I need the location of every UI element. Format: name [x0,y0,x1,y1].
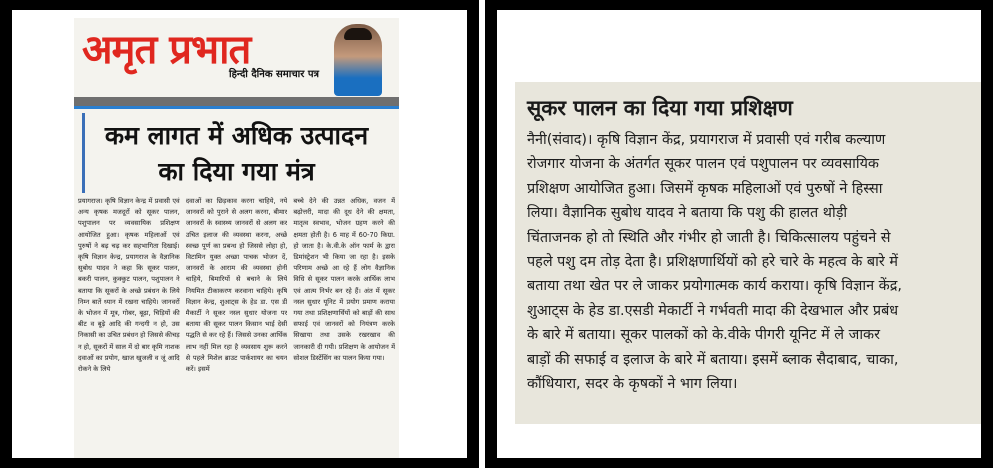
article-body [527,128,975,396]
article-column: दवाओं का छिड़काव करना चाहिये, नये जानवरों को पुराने से अलग करना, बीमार जानवरों के स्वास्थ्य जानवरों से अलग कर उचित इलाज की व्यवस्था करना, अच्छे स्वच्छ पूर्ण का प्रबन्ध हो जिससे लोहा हो, विटामिन युक्त अच्छा पाचक भोजन दें, जानवरों के आराम की व्यवस्था होनी चाहिये, बिमारियों से बचाने के लिये नियमित टीकाकरण करवाना चाहिये। कृषि विज्ञान केन्द्र, शुआट्स के हेड डा. एस डी मैकार्टी ने सूकर नस्ल सुधार योजना पर बताया की सूकर पालन किसान भाई देसी पद्धति से कर रहे हैं। जिससे उनका आर्थिक लाभ नहीं मिल रहा है व्यवसाय शुरू करने से पहले मिशेल ब्राउट पार्कशायर का चयन करें। इसमें [185,197,288,374]
article-column: बच्चे देने की उन्नत अधिक, वजन में बढ़ोत्तरी, मादा की दूध देने की क्षमता, मातृत्व स्वभाव, भोजन ग्रहण करने की क्षमता होती है। 6 माह में 60-70 किग्रा. हो जाता है। के.वी.के ऑन फार्म के द्वारा डिमांस्ट्रेशन भी किया जा रहा है। इसके परिणाम अच्छे आ रहे हैं लोग वैज्ञानिक विधि से सूकर पालन करके आर्थिक लाभ एवं आत्म निर्भर बन रहे हैं। अंत में सूकर नस्ल सुधार यूनिट में प्रयोग प्रमाण कराया गया तथा प्रशिक्षणार्थियों को बाड़ों की साथ सफाई एवं जानवरों को नियंत्रण करके सिखाया तथा उसके रखरखाव की जानकारी दी गयी। प्रशिक्षण के आयोजन में सोशल डिस्टेंसिंग का पालन किया गया। [293,197,396,362]
article-headline: सूकर पालन का दिया गया प्रशिक्षण [527,96,793,120]
amrit-prabhat-clipping [74,18,399,458]
headline-line: का दिया गया मंत्र [158,157,315,186]
article-line: नैनी(संवाद)। कृषि विज्ञान केंद्र, प्रयागराज में प्रवासी एवं गरीब कल्याण [527,132,886,148]
article-line: बताया तथा खेत पर ले जाकर प्रयोगात्मक कार्य कराया। कृषि विज्ञान केंद्र, [527,278,902,295]
article-column: प्रयागराज। कृषि विज्ञान केन्द्र में प्रवासी एवं अन्य कृषक मजदूरों को सूकर पालन, पशुपालन पर व्यवसायिक प्रशिक्षण आयोजित हुआ। कृषक महिलाओं एवं पुरुषों ने बढ़ चढ़ कर सहभागिता दिखाई। कृषि विज्ञान केन्द्र, प्रयागराज के वैज्ञानिक सुबोध यादव ने कहा कि सूकर पालन, बकरी पालन, कुक्कुट पालन, पशुपालन ने बताया कि सूकरों के अच्छे प्रबंधन के लिये निम्न बातें ध्यान में रखना चाहिये। जानवरों के भोजन में मूत्र, गोबर, बूढ़ा, चिड़ियों की बीट व बूढ़े आदि की गन्दगी न हो, उस निकासी का उचित प्रबंधन हो जिससे कीचड़ न हो, सूकरों में साल में दो बार कृमि नाशक दवाओं का प्रयोग, खाज खुजली व जूं आदि रोकने के लिये [78,197,180,374]
article-line: बाड़ों की सफाई व इलाज के बारे में बताया। इसमें ब्लाक सैदाबाद, चाका, [527,351,899,368]
right-clipping-frame [485,0,993,468]
article-line: रोजगार योजना के अंतर्गत सूकर पालन एवं पशुपालन पर व्यवसायिक [527,156,879,173]
left-clipping-frame [0,0,479,468]
right-clipping-mat [497,10,981,458]
article-headline [74,118,399,190]
headline-line: कम लागत में अधिक उत्पादन [104,121,369,150]
article-line: के बारे में बताया। सूकर पालकों को के.वीके पीगरी यूनिट में ले जाकर [527,327,880,344]
article-line: चिंताजनक हो तो स्थिति और गंभीर हो जाती है। चिकित्सालय पहुंचने से [527,229,891,246]
newspaper-masthead [74,18,399,96]
left-clipping-mat [12,10,467,458]
article-line: पहले पशु दम तोड़ देता है। प्रशिक्षणार्थियों को हरे चारे के महत्व के बारे में [527,254,898,271]
article-body [78,196,395,458]
article-line: प्रशिक्षण आयोजित हुआ। जिसमें कृषक महिलाओं एवं पुरुषों ने हिस्सा [527,180,883,197]
masthead-rule [74,106,399,109]
dateline-strip [74,97,399,106]
masthead-subtitle: हिन्दी दैनिक समाचार पत्र [229,69,320,80]
article-line: कौंधियारा, सदर के कृषकों ने भाग लिया। [527,376,738,393]
masthead-title: अमृत प्रभात [82,26,251,73]
sukar-palan-clipping [515,82,981,424]
article-line: शुआट्स के हेड डा.एसडी मेकार्टी ने गर्भवती मादा की देखभाल और प्रबंध [527,302,899,319]
article-line: लिया। वैज्ञानिक सुबोध यादव ने बताया कि पशु की हालत थोड़ी [527,205,848,222]
masthead-portrait-photo [334,24,382,96]
